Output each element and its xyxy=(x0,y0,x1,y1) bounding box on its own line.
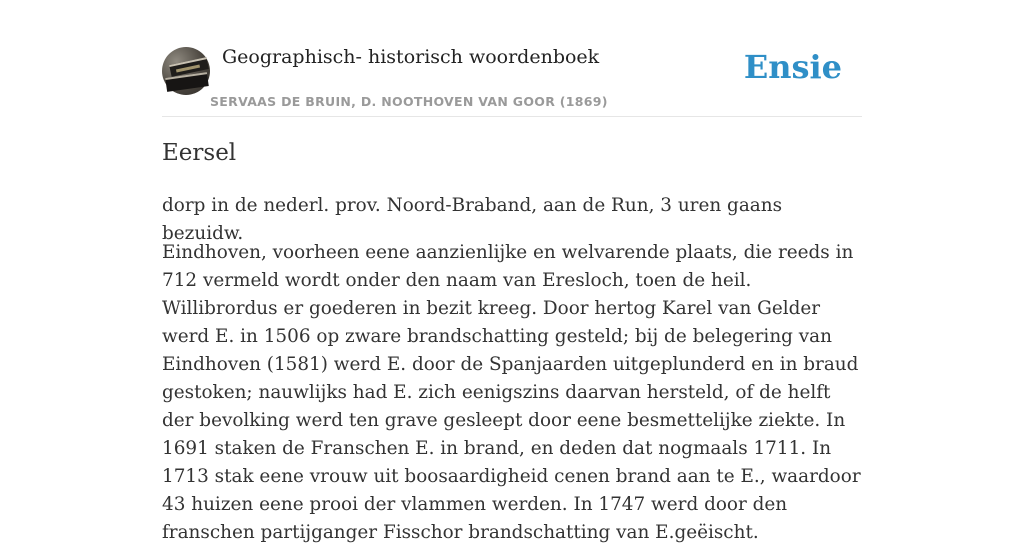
source-authors: SERVAAS DE BRUIN, D. NOOTHOVEN VAN GOOR (1869) xyxy=(210,94,608,109)
entry-paragraph: dorp in de nederl. prov. Noord-Braband, aan de Run, 3 uren gaans bezuidw. xyxy=(162,195,783,244)
source-header xyxy=(162,0,862,117)
page xyxy=(162,0,862,543)
entry-paragraph: Eindhoven, voorheen eene aanzienlijke en welvarende plaats, die reeds in 712 vermeld wordt onder den naam van Eresloch, toen de heil. Willibrordus er goederen in bezit kreeg. Door hertog Karel van Gelder werd E. in 1506 op zware brandschatting gesteld; bij de belegering van Eindhoven (1581) werd E. door de Spanjaarden uitgeplunderd en in braud gestoken; nauwlijks had E. zich eenigszins daarvan hersteld, of de helft der bevolking werd ten grave gesleept door eene besmettelijke ziekte. In 1691 staken de Franschen E. in brand, en deden dat nogmaals 1711. In 1713 stak eene vrouw uit boosaardigheid cenen brand aan te E., waardoor 43 huizen eene prooi der vlammen werden. In 1747 werd door den franschen partijganger Fisschor brandschatting van E.geëischt. xyxy=(162,242,861,543)
book-stack-icon[interactable] xyxy=(162,47,210,95)
source-title[interactable]: Geographisch- historisch woordenboek xyxy=(222,46,600,68)
entry-title: Eersel xyxy=(162,140,237,166)
brand-logo[interactable]: Ensie xyxy=(743,48,842,86)
